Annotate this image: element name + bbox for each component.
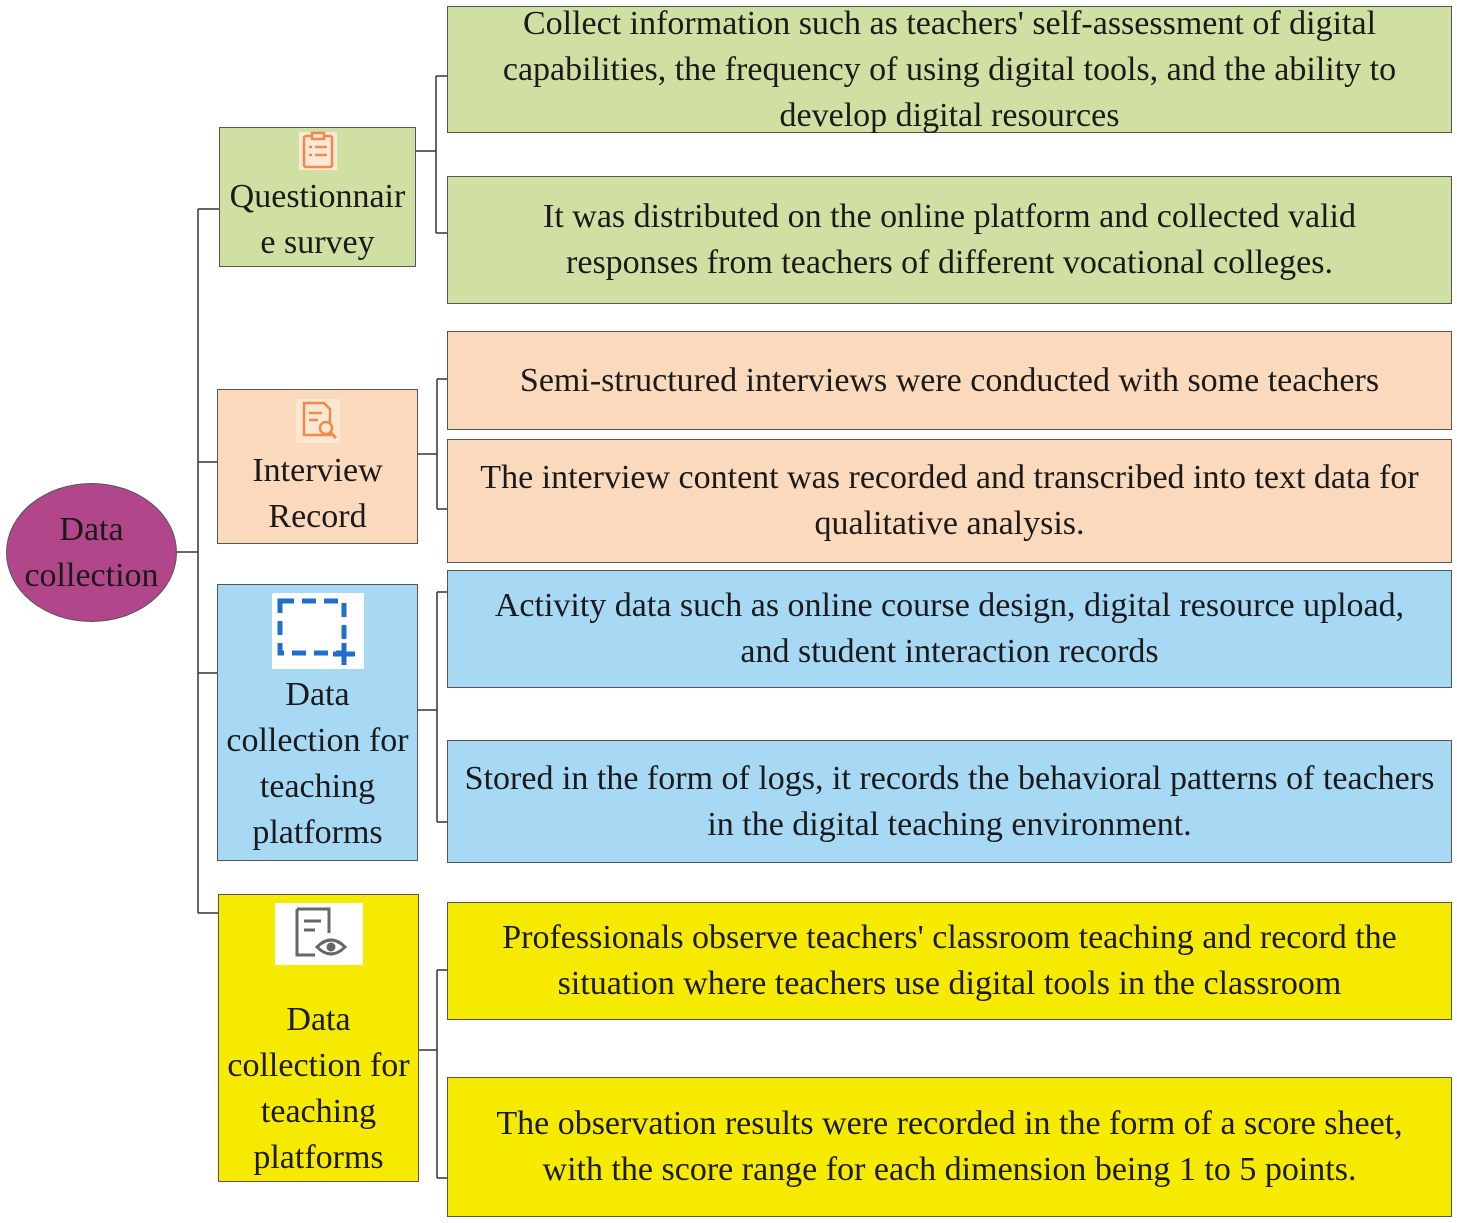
detail-box (447, 176, 1452, 304)
category-label: Data collection for teaching platforms (226, 675, 409, 851)
detail-text: The interview content was recorded and transcribed into text data for qualitative analysis. (480, 459, 1419, 542)
detail-text: It was distributed on the online platform and collected valid responses from teachers of different vocational colleges. (543, 198, 1356, 281)
detail-text: The observation results were recorded in the form of a score sheet, with the score range for each dimension being 1 to 5 points. (496, 1105, 1403, 1188)
detail-box (447, 570, 1452, 688)
detail-box (447, 1077, 1452, 1217)
detail-box (447, 6, 1452, 133)
detail-box (447, 331, 1452, 430)
dashed-add-frame-icon (272, 590, 364, 672)
category-label: Questionnaire survey (229, 178, 406, 261)
clipboard-list-icon (295, 128, 341, 174)
detail-box (447, 902, 1452, 1020)
detail-text: Stored in the form of logs, it records the behavioral patterns of teachers in the digital teaching environment. (464, 759, 1435, 843)
detail-text: Activity data such as online course design, digital resource upload, and student interaction records (494, 587, 1405, 670)
detail-box (447, 740, 1452, 863)
detail-text: Professionals observe teachers' classroom teaching and record the situation where teachers use digital tools in the classroom (502, 919, 1397, 1002)
category-label: Interview Record (252, 451, 383, 535)
detail-text: Collect information such as teachers' self-assessment of digital capabilities, the frequency of using digital tools, and the ability to develop digital resources (502, 4, 1397, 134)
category-teaching-platform-data (217, 584, 418, 861)
detail-box (447, 439, 1452, 563)
document-eye-icon (275, 903, 363, 965)
document-search-icon (292, 394, 344, 448)
root-label: Data collection (24, 510, 159, 594)
detail-text: Semi-structured interviews were conducted with some teachers (519, 361, 1380, 399)
category-classroom-observation (218, 894, 419, 1182)
category-interview-record (217, 389, 418, 544)
category-questionnaire-survey (219, 127, 416, 267)
category-label: Data collection for teaching platforms (227, 1001, 410, 1176)
root-node (6, 483, 177, 622)
